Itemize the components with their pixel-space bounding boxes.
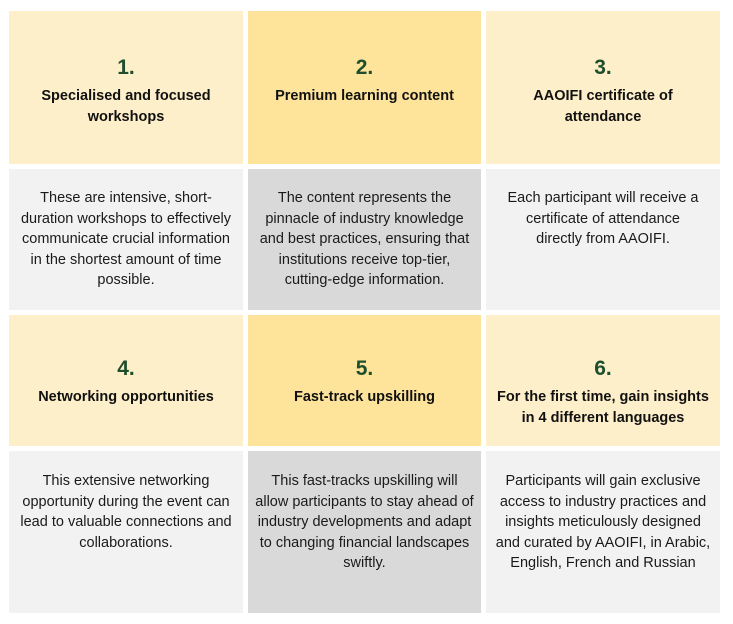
feature-5-description: This fast-tracks upskilling will allow participants to stay ahead of industry developments and adapt to changing financial landscapes swiftly. xyxy=(255,473,474,571)
feature-2-number: 2. xyxy=(355,56,374,79)
feature-2-header xyxy=(248,11,481,164)
feature-1-body xyxy=(9,169,243,310)
feature-2-body xyxy=(248,169,481,310)
feature-4-description: This extensive networking opportunity during the event can lead to valuable connections and collaborations. xyxy=(20,473,232,551)
feature-1-header xyxy=(9,11,243,164)
feature-3-header xyxy=(486,11,720,164)
feature-3-title: AAOIFI certificate of attendance xyxy=(533,88,673,125)
feature-5-header xyxy=(248,315,481,446)
feature-6-number: 6. xyxy=(594,357,612,380)
feature-3-number: 3. xyxy=(594,56,612,79)
feature-4-title: Networking opportunities xyxy=(38,389,214,405)
feature-3-body xyxy=(486,169,720,310)
feature-6-description: Participants will gain exclusive access to industry practices and insights meticulously designed and curated by AAOIFI, in Arabic, English, French and Russian xyxy=(495,473,711,571)
feature-4-number: 4. xyxy=(117,357,135,380)
feature-5-title: Fast-track upskilling xyxy=(293,389,435,405)
feature-6-title: For the first time, gain insights in 4 different languages xyxy=(497,389,709,426)
feature-6-body xyxy=(486,451,720,613)
feature-5-body xyxy=(248,451,481,613)
feature-3-description: Each participant will receive a certificate of attendance directly from AAOIFI. xyxy=(507,190,699,247)
feature-4-header xyxy=(9,315,243,446)
feature-4-body xyxy=(9,451,243,613)
feature-1-description: These are intensive, short-duration workshops to effectively communicate crucial information in the shortest amount of time possible. xyxy=(20,190,232,288)
feature-1-number: 1. xyxy=(117,56,135,79)
feature-6-header xyxy=(486,315,720,446)
feature-2-description: The content represents the pinnacle of industry knowledge and best practices, ensuring that institutions receive top-tier, cutting-edge information. xyxy=(259,190,470,288)
feature-5-number: 5. xyxy=(355,357,374,380)
feature-1-title: Specialised and focused workshops xyxy=(41,88,211,125)
feature-2-title: Premium learning content xyxy=(275,88,454,104)
